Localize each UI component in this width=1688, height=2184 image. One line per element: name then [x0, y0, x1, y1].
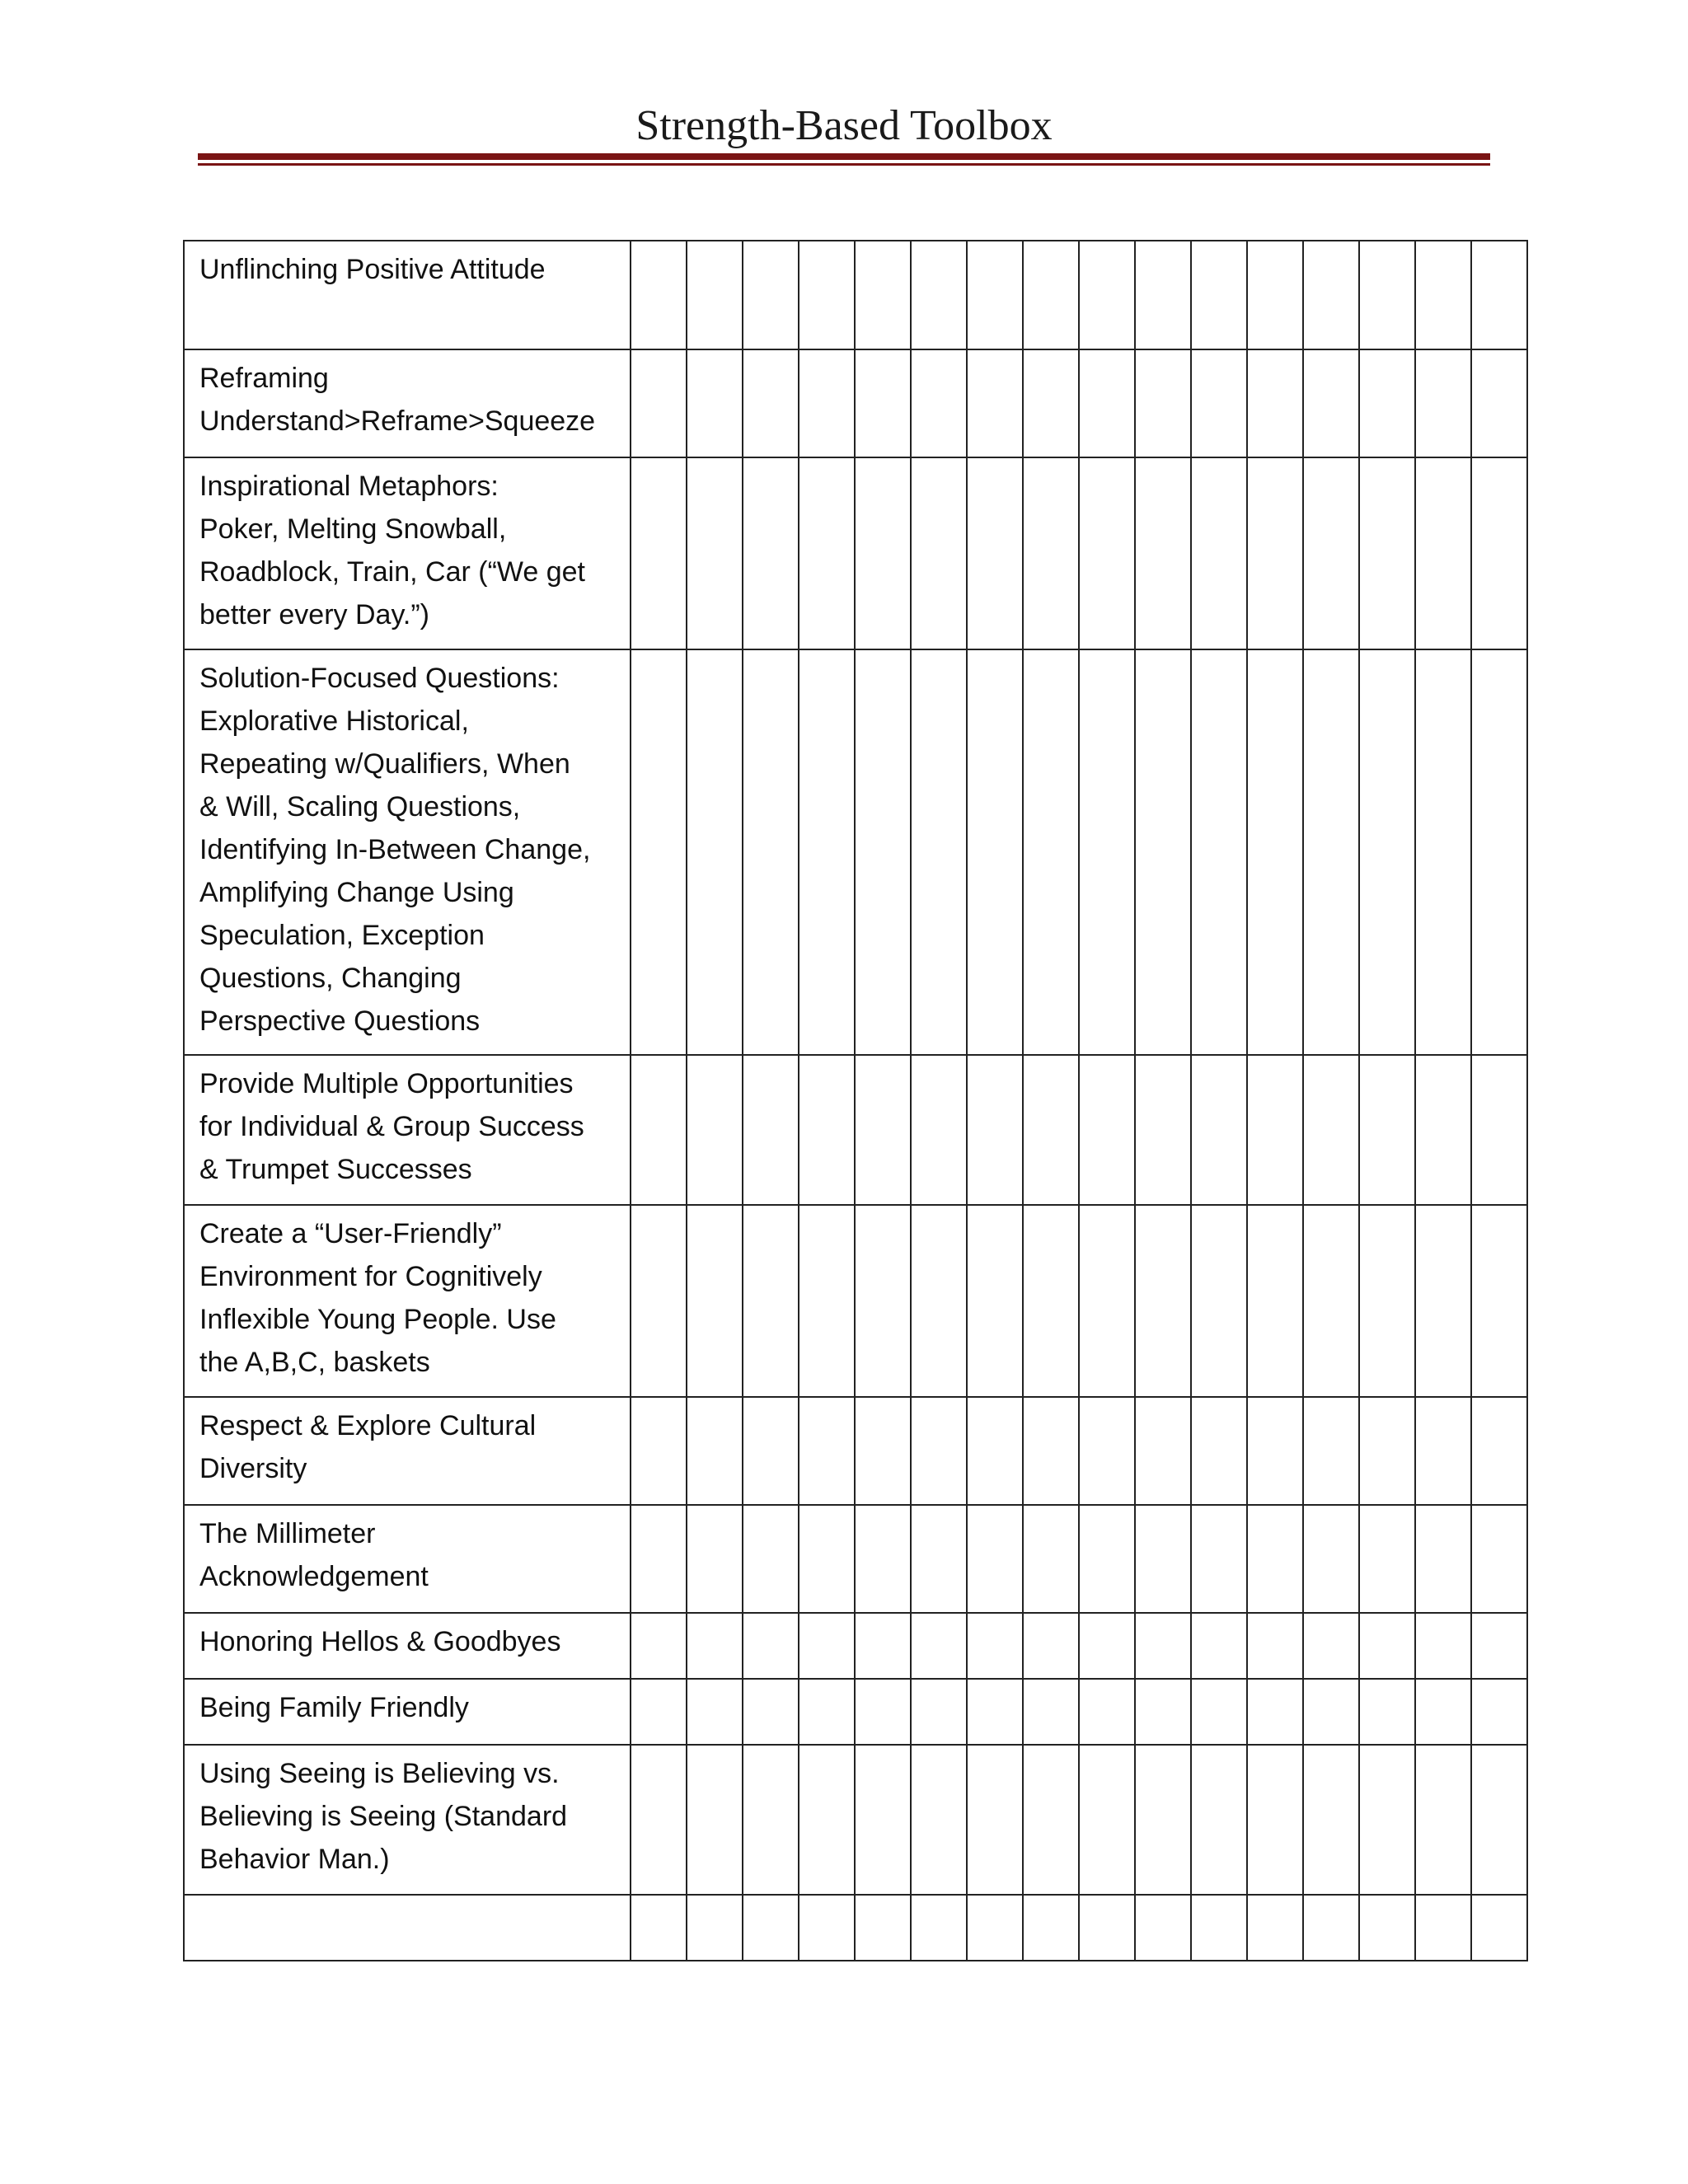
tally-box-cell[interactable] — [687, 1505, 743, 1613]
table-row — [184, 1895, 1527, 1961]
tally-box-cell[interactable] — [967, 349, 1023, 457]
tally-box-cell[interactable] — [1079, 349, 1135, 457]
tally-box-cell[interactable] — [743, 1055, 799, 1205]
tally-box-cell[interactable] — [1471, 1895, 1527, 1961]
tally-box-cell[interactable] — [631, 457, 687, 649]
tally-box-cell[interactable] — [855, 1205, 911, 1397]
tally-box-cell[interactable] — [631, 1745, 687, 1895]
tally-box-cell[interactable] — [1471, 1745, 1527, 1895]
tally-box-cell[interactable] — [631, 1397, 687, 1505]
strategy-label-line: Solution-Focused Questions: — [199, 663, 560, 694]
tally-box-cell[interactable] — [799, 1613, 855, 1679]
strategy-label-cell — [184, 241, 631, 349]
tally-box-cell[interactable] — [1471, 1055, 1527, 1205]
tally-box-cell[interactable] — [1359, 349, 1415, 457]
tally-box-cell[interactable] — [1303, 1055, 1359, 1205]
strategy-label-line: Reframing — [199, 363, 329, 394]
tally-box-cell[interactable] — [911, 1895, 967, 1961]
tally-box-cell[interactable] — [911, 1397, 967, 1505]
tally-box-cell[interactable] — [687, 457, 743, 649]
tally-box-cell[interactable] — [1303, 649, 1359, 1055]
tally-box-cell[interactable] — [743, 649, 799, 1055]
tally-box-cell[interactable] — [1359, 1205, 1415, 1397]
strategy-label-line: & Trumpet Successes — [199, 1154, 472, 1185]
tally-box-cell[interactable] — [1359, 457, 1415, 649]
tally-box-cell[interactable] — [1079, 1205, 1135, 1397]
strategy-label-line: Repeating w/Qualifiers, When — [199, 748, 570, 780]
tally-box-cell[interactable] — [1247, 1397, 1303, 1505]
strategy-label-cell — [184, 1745, 631, 1895]
tally-box-cell[interactable] — [1359, 241, 1415, 349]
tally-box-cell[interactable] — [687, 1205, 743, 1397]
tally-box-cell[interactable] — [967, 457, 1023, 649]
tally-box-cell[interactable] — [1415, 241, 1471, 349]
tally-box-cell[interactable] — [855, 1055, 911, 1205]
tally-box-cell[interactable] — [855, 1745, 911, 1895]
tally-box-cell[interactable] — [743, 457, 799, 649]
tally-box-cell[interactable] — [1303, 1745, 1359, 1895]
tally-box-cell[interactable] — [1471, 1679, 1527, 1745]
tally-box-cell[interactable] — [1471, 241, 1527, 349]
tally-box-cell[interactable] — [855, 349, 911, 457]
tally-box-cell[interactable] — [855, 1397, 911, 1505]
tally-box-cell[interactable] — [1415, 649, 1471, 1055]
tally-box-cell[interactable] — [855, 457, 911, 649]
tally-box-cell[interactable] — [687, 1895, 743, 1961]
tally-box-cell[interactable] — [1303, 1505, 1359, 1613]
tally-box-cell[interactable] — [631, 241, 687, 349]
table-row — [184, 1613, 1527, 1679]
tally-box-cell[interactable] — [1247, 649, 1303, 1055]
tally-box-cell[interactable] — [1359, 1745, 1415, 1895]
tally-box-cell[interactable] — [1415, 457, 1471, 649]
strategy-label-line: Environment for Cognitively — [199, 1261, 542, 1292]
tally-box-cell[interactable] — [855, 1505, 911, 1613]
strategy-label-line: Diversity — [199, 1453, 307, 1484]
tally-box-cell[interactable] — [1415, 1679, 1471, 1745]
tally-box-cell[interactable] — [1191, 1745, 1247, 1895]
tally-box-cell[interactable] — [687, 1613, 743, 1679]
tally-box-cell[interactable] — [1247, 1895, 1303, 1961]
strategy-label-line: Behavior Man.) — [199, 1844, 390, 1875]
tally-box-cell[interactable] — [631, 1613, 687, 1679]
tally-box-cell[interactable] — [1023, 241, 1079, 349]
tally-box-cell[interactable] — [743, 1745, 799, 1895]
tally-box-cell[interactable] — [1359, 1679, 1415, 1745]
tally-box-cell[interactable] — [743, 1205, 799, 1397]
tally-box-cell[interactable] — [799, 1055, 855, 1205]
strategy-label-line: Believing is Seeing (Standard — [199, 1801, 568, 1832]
tally-box-cell[interactable] — [1079, 1613, 1135, 1679]
tally-box-cell[interactable] — [967, 1745, 1023, 1895]
strategy-label-cell — [184, 1679, 631, 1745]
table-row — [184, 1397, 1527, 1505]
tally-box-cell[interactable] — [1079, 241, 1135, 349]
strategy-label-line: Being Family Friendly — [199, 1692, 469, 1723]
tally-box-cell[interactable] — [743, 349, 799, 457]
tally-box-cell[interactable] — [1191, 1055, 1247, 1205]
tally-box-cell[interactable] — [1079, 1505, 1135, 1613]
page-title: Strength-Based Toolbox — [635, 102, 1053, 149]
tally-box-cell[interactable] — [1079, 1055, 1135, 1205]
title-rule — [198, 153, 1490, 160]
tally-box-cell[interactable] — [1191, 1205, 1247, 1397]
strategy-label-cell — [184, 1055, 631, 1205]
tally-box-cell[interactable] — [855, 241, 911, 349]
tally-box-cell[interactable] — [1135, 1895, 1191, 1961]
tally-box-cell[interactable] — [1303, 349, 1359, 457]
strategy-label-cell — [184, 349, 631, 457]
tally-box-cell[interactable] — [1359, 1397, 1415, 1505]
tally-box-cell[interactable] — [799, 1679, 855, 1745]
strategy-label-line: better every Day.”) — [199, 599, 430, 630]
tally-box-cell[interactable] — [911, 1613, 967, 1679]
tally-box-cell[interactable] — [1415, 1895, 1471, 1961]
tally-box-cell[interactable] — [967, 1055, 1023, 1205]
tally-box-cell[interactable] — [1191, 1505, 1247, 1613]
strategy-label-cell — [184, 1397, 631, 1505]
tally-box-cell[interactable] — [1023, 1055, 1079, 1205]
tally-box-cell[interactable] — [631, 1679, 687, 1745]
tally-box-cell[interactable] — [687, 241, 743, 349]
strategy-label-line: The Millimeter — [199, 1518, 376, 1549]
tally-box-cell[interactable] — [687, 649, 743, 1055]
tally-box-cell[interactable] — [1415, 1397, 1471, 1505]
tally-box-cell[interactable] — [799, 241, 855, 349]
strategy-label-cell — [184, 1895, 631, 1961]
tally-box-cell[interactable] — [1247, 241, 1303, 349]
tally-box-cell[interactable] — [911, 457, 967, 649]
strategy-label-line: Acknowledgement — [199, 1561, 429, 1592]
tally-box-cell[interactable] — [1135, 1745, 1191, 1895]
strategy-label-line: Understand>Reframe>Squeeze — [199, 405, 596, 437]
tally-box-cell[interactable] — [1303, 1895, 1359, 1961]
tally-box-cell[interactable] — [1135, 349, 1191, 457]
tally-box-cell[interactable] — [1135, 649, 1191, 1055]
strategy-label-line: Identifying In-Between Change, — [199, 834, 591, 865]
tally-box-cell[interactable] — [967, 1397, 1023, 1505]
tally-box-cell[interactable] — [743, 1505, 799, 1613]
tally-box-cell[interactable] — [1023, 1895, 1079, 1961]
tally-box-cell[interactable] — [1247, 349, 1303, 457]
tally-box-cell[interactable] — [1023, 457, 1079, 649]
tally-box-cell[interactable] — [1471, 457, 1527, 649]
strategy-label-line: the A,B,C, baskets — [199, 1347, 430, 1378]
tally-box-cell[interactable] — [687, 349, 743, 457]
tally-box-cell[interactable] — [1303, 241, 1359, 349]
tally-box-cell[interactable] — [631, 1205, 687, 1397]
tally-box-cell[interactable] — [1135, 241, 1191, 349]
tally-box-cell[interactable] — [799, 349, 855, 457]
tally-box-cell[interactable] — [855, 649, 911, 1055]
tally-box-cell[interactable] — [1023, 1613, 1079, 1679]
tally-box-cell[interactable] — [799, 649, 855, 1055]
tally-box-cell[interactable] — [1471, 1205, 1527, 1397]
tally-box-cell[interactable] — [967, 1613, 1023, 1679]
tally-box-cell[interactable] — [799, 457, 855, 649]
tally-box-cell[interactable] — [799, 1205, 855, 1397]
tally-box-cell[interactable] — [967, 241, 1023, 349]
tally-box-cell[interactable] — [1415, 349, 1471, 457]
tally-box-cell[interactable] — [1191, 1679, 1247, 1745]
tally-box-cell[interactable] — [1247, 1055, 1303, 1205]
tally-box-cell[interactable] — [911, 1505, 967, 1613]
tally-box-cell[interactable] — [743, 1679, 799, 1745]
tally-box-cell[interactable] — [1303, 1205, 1359, 1397]
tally-box-cell[interactable] — [1023, 1397, 1079, 1505]
strategy-label-cell — [184, 1205, 631, 1397]
table-row — [184, 1679, 1527, 1745]
tally-box-cell[interactable] — [1135, 1205, 1191, 1397]
tally-box-cell[interactable] — [1247, 1505, 1303, 1613]
tally-box-cell[interactable] — [1415, 1505, 1471, 1613]
tally-box-cell[interactable] — [1471, 1505, 1527, 1613]
tally-box-cell[interactable] — [1135, 457, 1191, 649]
tally-box-cell[interactable] — [1191, 241, 1247, 349]
table-row — [184, 1745, 1527, 1895]
tally-box-cell[interactable] — [1135, 1055, 1191, 1205]
tally-box-cell[interactable] — [687, 1397, 743, 1505]
tally-box-cell[interactable] — [1023, 349, 1079, 457]
tally-box-cell[interactable] — [799, 1745, 855, 1895]
tally-box-cell[interactable] — [1079, 457, 1135, 649]
tally-box-cell[interactable] — [631, 1055, 687, 1205]
tally-box-cell[interactable] — [967, 1679, 1023, 1745]
tally-box-cell[interactable] — [687, 1055, 743, 1205]
tally-box-cell[interactable] — [1191, 1895, 1247, 1961]
strategy-label-line: Explorative Historical, — [199, 705, 469, 737]
tally-box-cell[interactable] — [911, 1055, 967, 1205]
tally-box-cell[interactable] — [1079, 1679, 1135, 1745]
tally-box-cell[interactable] — [631, 1895, 687, 1961]
strategy-label-line: Honoring Hellos & Goodbyes — [199, 1626, 561, 1657]
tally-box-cell[interactable] — [1191, 1397, 1247, 1505]
tally-box-cell[interactable] — [631, 1505, 687, 1613]
tally-box-cell[interactable] — [687, 1679, 743, 1745]
toolbox-table — [183, 240, 1528, 1961]
tally-box-cell[interactable] — [1247, 1613, 1303, 1679]
tally-box-cell[interactable] — [1079, 1397, 1135, 1505]
strategy-label-line: Inflexible Young People. Use — [199, 1304, 556, 1335]
tally-box-cell[interactable] — [1359, 649, 1415, 1055]
tally-box-cell[interactable] — [799, 1397, 855, 1505]
tally-box-cell[interactable] — [743, 1613, 799, 1679]
tally-box-cell[interactable] — [967, 649, 1023, 1055]
tally-box-cell[interactable] — [1303, 457, 1359, 649]
tally-box-cell[interactable] — [1023, 1205, 1079, 1397]
strategy-label-line: Poker, Melting Snowball, — [199, 513, 507, 545]
table-row — [184, 649, 1527, 1055]
tally-box-cell[interactable] — [911, 1745, 967, 1895]
table-row — [184, 349, 1527, 457]
tally-box-cell[interactable] — [1247, 457, 1303, 649]
strategy-label-line: Respect & Explore Cultural — [199, 1410, 537, 1441]
tally-box-cell[interactable] — [1079, 649, 1135, 1055]
table-row — [184, 1055, 1527, 1205]
strategy-label-line: Questions, Changing — [199, 963, 462, 994]
title-rule-thin — [198, 163, 1490, 166]
table-row — [184, 241, 1527, 349]
strategy-label-cell — [184, 1613, 631, 1679]
table-row — [184, 457, 1527, 649]
tally-box-cell[interactable] — [1415, 1055, 1471, 1205]
tally-box-cell[interactable] — [1359, 1055, 1415, 1205]
tally-box-cell[interactable] — [911, 649, 967, 1055]
strategy-label-line: Perspective Questions — [199, 1005, 481, 1037]
tally-box-cell[interactable] — [911, 1205, 967, 1397]
tally-box-cell[interactable] — [1247, 1745, 1303, 1895]
tally-box-cell[interactable] — [1471, 1613, 1527, 1679]
tally-box-cell[interactable] — [1359, 1613, 1415, 1679]
tally-box-cell[interactable] — [855, 1679, 911, 1745]
toolbox-table-body — [184, 241, 1527, 1961]
tally-box-cell[interactable] — [1303, 1679, 1359, 1745]
strategy-label-line: Inspirational Metaphors: — [199, 471, 499, 502]
tally-box-cell[interactable] — [799, 1505, 855, 1613]
strategy-label-line: Unflinching Positive Attitude — [199, 254, 546, 285]
tally-box-cell[interactable] — [1471, 1397, 1527, 1505]
tally-box-cell[interactable] — [911, 241, 967, 349]
tally-box-cell[interactable] — [1191, 1613, 1247, 1679]
tally-box-cell[interactable] — [967, 1895, 1023, 1961]
tally-box-cell[interactable] — [1303, 1397, 1359, 1505]
tally-box-cell[interactable] — [855, 1895, 911, 1961]
tally-box-cell[interactable] — [1191, 649, 1247, 1055]
strategy-label-cell — [184, 649, 631, 1055]
tally-box-cell[interactable] — [631, 649, 687, 1055]
tally-box-cell[interactable] — [1191, 457, 1247, 649]
tally-box-cell[interactable] — [1135, 1679, 1191, 1745]
strategy-label-line: & Will, Scaling Questions, — [199, 791, 521, 823]
tally-box-cell[interactable] — [687, 1745, 743, 1895]
strategy-label-line: Amplifying Change Using — [199, 877, 514, 908]
tally-box-cell[interactable] — [743, 241, 799, 349]
tally-box-cell[interactable] — [911, 349, 967, 457]
tally-box-cell[interactable] — [967, 1505, 1023, 1613]
strategy-label-cell — [184, 457, 631, 649]
strategy-label-line: Roadblock, Train, Car (“We get — [199, 556, 585, 588]
tally-box-cell[interactable] — [1415, 1613, 1471, 1679]
tally-box-cell[interactable] — [911, 1679, 967, 1745]
strategy-label-line: Using Seeing is Believing vs. — [199, 1758, 560, 1789]
tally-box-cell[interactable] — [1023, 1505, 1079, 1613]
strategy-label-line: for Individual & Group Success — [199, 1111, 584, 1142]
tally-box-cell[interactable] — [1359, 1895, 1415, 1961]
tally-box-cell[interactable] — [1135, 1397, 1191, 1505]
tally-box-cell[interactable] — [1471, 349, 1527, 457]
table-row — [184, 1205, 1527, 1397]
tally-box-cell[interactable] — [1247, 1679, 1303, 1745]
tally-box-cell[interactable] — [1303, 1613, 1359, 1679]
tally-box-cell[interactable] — [967, 1205, 1023, 1397]
tally-box-cell[interactable] — [631, 349, 687, 457]
tally-box-cell[interactable] — [1135, 1505, 1191, 1613]
table-row — [184, 1505, 1527, 1613]
tally-box-cell[interactable] — [1415, 1745, 1471, 1895]
strategy-label-cell — [184, 1505, 631, 1613]
strategy-label-line: Create a “User-Friendly” — [199, 1218, 502, 1249]
tally-box-cell[interactable] — [1247, 1205, 1303, 1397]
tally-box-cell[interactable] — [1415, 1205, 1471, 1397]
tally-box-cell[interactable] — [1023, 1679, 1079, 1745]
strategy-label-line: Provide Multiple Opportunities — [199, 1068, 574, 1099]
tally-box-cell[interactable] — [1471, 649, 1527, 1055]
tally-box-cell[interactable] — [1359, 1505, 1415, 1613]
tally-box-cell[interactable] — [743, 1397, 799, 1505]
tally-box-cell[interactable] — [1023, 1745, 1079, 1895]
tally-box-cell[interactable] — [1135, 1613, 1191, 1679]
tally-box-cell[interactable] — [1191, 349, 1247, 457]
tally-box-cell[interactable] — [1079, 1895, 1135, 1961]
tally-box-cell[interactable] — [799, 1895, 855, 1961]
strategy-label-line: Speculation, Exception — [199, 920, 485, 951]
tally-box-cell[interactable] — [743, 1895, 799, 1961]
tally-box-cell[interactable] — [1023, 649, 1079, 1055]
tally-box-cell[interactable] — [1079, 1745, 1135, 1895]
tally-box-cell[interactable] — [855, 1613, 911, 1679]
